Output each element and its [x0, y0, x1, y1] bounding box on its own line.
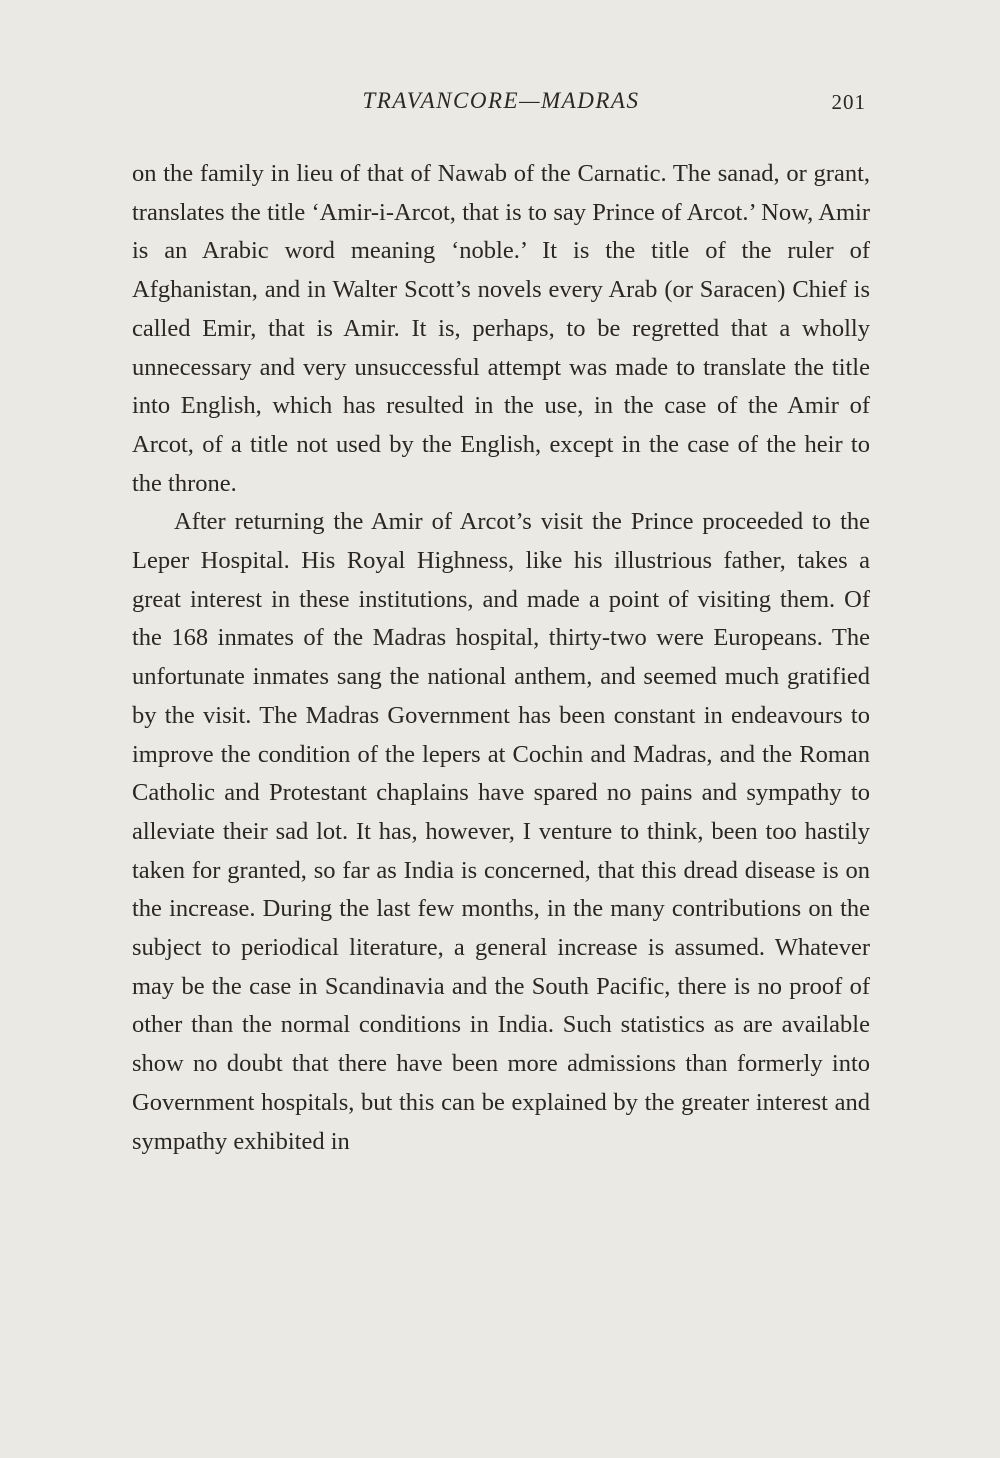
running-title: TRAVANCORE—MADRAS: [362, 88, 640, 113]
running-head: [130, 88, 872, 122]
page-number: 201: [831, 90, 866, 114]
body-text: [132, 155, 870, 1161]
paragraph-continued: on the family in lieu of that of Nawab of the Carnatic. The sanad, or grant, translates the title ‘Amir-i-Arcot, that is to say Prince of Arcot.’ Now, Amir is an Arabic word meaning ‘noble.’ It is the title of the ruler of Afghanistan, and in Walter Scott’s novels every Arab (or Saracen) Chief is called Emir, that is Amir. It is, perhaps, to be regretted that a wholly unnecessary and very unsuccessful attempt was made to translate the title into English, which has resulted in the use, in the case of the Amir of Arcot, of a title not used by the English, except in the case of the heir to the throne.: [132, 160, 870, 497]
paragraph-leper-hospital: After returning the Amir of Arcot’s visit the Prince proceeded to the Leper Hospital. His Royal Highness, like his illustrious father, takes a great interest in these institutions, and made a point of visiting them. Of the 168 inmates of the Madras hospital, thirty-two were Europeans. The unfortunate inmates sang the national anthem, and seemed much gratified by the visit. The Madras Government has been constant in endeavours to improve the condition of the lepers at Cochin and Madras, and the Roman Catholic and Protestant chaplains have spared no pains and sympathy to alleviate their sad lot. It has, however, I venture to think, been too hastily taken for granted, so far as India is concerned, that this dread disease is on the increase. During the last few months, in the many contributions on the subject to periodical literature, a general increase is assumed. Whatever may be the case in Scandinavia and the South Pacific, there is no proof of other than the normal conditions in India. Such statistics as are available show no doubt that there have been more admissions than formerly into Government hospitals, but this can be explained by the greater interest and sympathy exhibited in: [132, 508, 870, 1155]
